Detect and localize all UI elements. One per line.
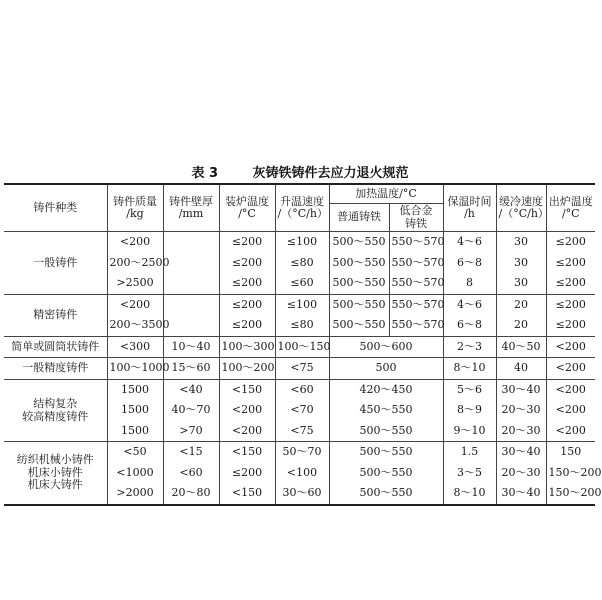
cell-ordinary-temp: 500～550: [329, 483, 443, 505]
cell-hold-time: 4～6: [443, 294, 496, 315]
cell-out-temp: ≤200: [546, 315, 595, 336]
cell-alloy-temp: 550～570: [389, 273, 443, 294]
cell-ordinary-temp: 500～550: [329, 442, 443, 463]
cell-heat-rate: 30～60: [275, 483, 329, 505]
cell-ordinary-temp: 420～450: [329, 379, 443, 400]
cell-cool-rate: 20～30: [496, 400, 546, 421]
cell-ordinary-temp: 450～550: [329, 400, 443, 421]
cell-wall: <15: [163, 442, 219, 463]
cell-ordinary-temp: 500～550: [329, 421, 443, 442]
cell-heat-rate: <75: [275, 358, 329, 380]
cell-load-temp: ≤200: [219, 294, 275, 315]
cell-heat-rate: 100～150: [275, 336, 329, 358]
cell-cool-rate: 40: [496, 358, 546, 380]
cell-wall: >70: [163, 421, 219, 442]
cell-wall: [163, 273, 219, 294]
cell-mass: 1500: [107, 421, 163, 442]
table-row: [4, 232, 595, 253]
header-type: 铸件种类: [4, 184, 107, 232]
cell-out-temp: ≤200: [546, 232, 595, 253]
cell-alloy-temp: 550～570: [389, 253, 443, 274]
cell-wall: 40～70: [163, 400, 219, 421]
cell-out-temp: <200: [546, 358, 595, 380]
table-row: [4, 358, 595, 380]
cell-alloy-temp: 550～570: [389, 232, 443, 253]
cell-hold-time: 8: [443, 273, 496, 294]
cell-hold-time: 8～10: [443, 358, 496, 380]
cell-out-temp: <200: [546, 400, 595, 421]
cell-out-temp: ≤200: [546, 273, 595, 294]
cell-cool-rate: 30: [496, 273, 546, 294]
cell-wall: 15～60: [163, 358, 219, 380]
cell-load-temp: 100～200: [219, 358, 275, 380]
cell-out-temp: ≤200: [546, 294, 595, 315]
cell-out-temp: <200: [546, 379, 595, 400]
cell-hold-time: 8～10: [443, 483, 496, 505]
cell-hold-time: 5～6: [443, 379, 496, 400]
cell-load-temp: ≤200: [219, 315, 275, 336]
cell-cool-rate: 30: [496, 232, 546, 253]
cell-load-temp: 100～300: [219, 336, 275, 358]
cell-ordinary-temp: 500～550: [329, 273, 389, 294]
cell-load-temp: <150: [219, 379, 275, 400]
cell-out-temp: ≤200: [546, 253, 595, 274]
cell-mass: <300: [107, 336, 163, 358]
cell-type: 一般精度铸件: [4, 358, 107, 380]
cell-heat-rate: <100: [275, 463, 329, 484]
header-wall: 铸件壁厚 /mm: [163, 184, 219, 232]
cell-wall: [163, 315, 219, 336]
cell-mass: 1500: [107, 400, 163, 421]
cell-alloy-temp: 550～570: [389, 315, 443, 336]
header-heat-rate: 升温速度 /（°C/h）: [275, 184, 329, 232]
table-number: 表 3: [191, 166, 219, 181]
cell-wall: <40: [163, 379, 219, 400]
cell-type: 纺织机械小铸件 机床小铸件 机床大铸件: [4, 442, 107, 505]
cell-load-temp: ≤200: [219, 273, 275, 294]
header-ordinary: 普通铸铁: [329, 204, 389, 232]
cell-wall: 20～80: [163, 483, 219, 505]
cell-alloy-temp: 550～570: [389, 294, 443, 315]
cell-heat-rate: <75: [275, 421, 329, 442]
cell-out-temp: <200: [546, 336, 595, 358]
cell-cool-rate: 30～40: [496, 379, 546, 400]
cell-ordinary-temp: 500: [329, 358, 443, 380]
header-cool-rate: 缓冷速度 /（°C/h）: [496, 184, 546, 232]
cell-load-temp: <150: [219, 483, 275, 505]
cell-heat-rate: <70: [275, 400, 329, 421]
cell-load-temp: ≤200: [219, 232, 275, 253]
table-row: [4, 379, 595, 400]
cell-mass: <200: [107, 232, 163, 253]
cell-mass: >2500: [107, 273, 163, 294]
cell-heat-rate: ≤60: [275, 273, 329, 294]
cell-heat-rate: ≤100: [275, 294, 329, 315]
table-row: [4, 294, 595, 315]
cell-heat-rate: ≤100: [275, 232, 329, 253]
header-load-temp: 装炉温度 /°C: [219, 184, 275, 232]
cell-wall: 10～40: [163, 336, 219, 358]
annealing-spec-table: [4, 183, 602, 506]
cell-ordinary-temp: 500～550: [329, 463, 443, 484]
cell-mass: <50: [107, 442, 163, 463]
cell-wall: [163, 232, 219, 253]
cell-ordinary-temp: 500～550: [329, 315, 389, 336]
cell-ordinary-temp: 500～550: [329, 253, 389, 274]
cell-ordinary-temp: 500～600: [329, 336, 443, 358]
cell-hold-time: 1.5: [443, 442, 496, 463]
cell-out-temp: 150～200: [546, 463, 595, 484]
cell-cool-rate: 20～30: [496, 421, 546, 442]
cell-load-temp: <200: [219, 421, 275, 442]
header-hold-time: 保温时间 /h: [443, 184, 496, 232]
cell-mass: 200～2500: [107, 253, 163, 274]
table-row: [4, 336, 595, 358]
cell-hold-time: 8～9: [443, 400, 496, 421]
table-caption: [0, 162, 600, 181]
cell-heat-rate: <60: [275, 379, 329, 400]
cell-cool-rate: 20: [496, 294, 546, 315]
cell-mass: 1500: [107, 379, 163, 400]
cell-cool-rate: 30～40: [496, 442, 546, 463]
cell-cool-rate: 30～40: [496, 483, 546, 505]
cell-mass: <1000: [107, 463, 163, 484]
cell-heat-rate: ≤80: [275, 253, 329, 274]
cell-load-temp: <200: [219, 400, 275, 421]
cell-load-temp: <150: [219, 442, 275, 463]
cell-cool-rate: 40～50: [496, 336, 546, 358]
cell-out-temp: <200: [546, 421, 595, 442]
cell-wall: [163, 253, 219, 274]
cell-mass: 100～1000: [107, 358, 163, 380]
cell-out-temp: 150: [546, 442, 595, 463]
cell-ordinary-temp: 500～550: [329, 294, 389, 315]
cell-mass: <200: [107, 294, 163, 315]
cell-hold-time: 9～10: [443, 421, 496, 442]
cell-heat-rate: ≤80: [275, 315, 329, 336]
header-heating-temp: 加热温度/°C: [329, 184, 443, 204]
cell-mass: 200～3500: [107, 315, 163, 336]
cell-type: 简单或圆筒状铸件: [4, 336, 107, 358]
cell-hold-time: 3～5: [443, 463, 496, 484]
cell-cool-rate: 20: [496, 315, 546, 336]
cell-hold-time: 2～3: [443, 336, 496, 358]
cell-cool-rate: 20～30: [496, 463, 546, 484]
cell-ordinary-temp: 500～550: [329, 232, 389, 253]
header-alloy: 低合金 铸铁: [389, 204, 443, 232]
header-out-temp: 出炉温度 /°C: [546, 184, 595, 232]
cell-heat-rate: 50～70: [275, 442, 329, 463]
cell-mass: >2000: [107, 483, 163, 505]
cell-out-temp: 150～200: [546, 483, 595, 505]
cell-hold-time: 6～8: [443, 315, 496, 336]
header-mass: 铸件质量 /kg: [107, 184, 163, 232]
table-row: [4, 442, 595, 463]
table-title: 灰铸铁铸件去应力退火规范: [252, 166, 409, 181]
cell-type: 结构复杂 较高精度铸件: [4, 379, 107, 442]
cell-cool-rate: 30: [496, 253, 546, 274]
cell-wall: [163, 294, 219, 315]
cell-wall: <60: [163, 463, 219, 484]
cell-hold-time: 4～6: [443, 232, 496, 253]
cell-hold-time: 6～8: [443, 253, 496, 274]
cell-type: 一般铸件: [4, 232, 107, 295]
cell-type: 精密铸件: [4, 294, 107, 336]
cell-load-temp: ≤200: [219, 463, 275, 484]
cell-load-temp: ≤200: [219, 253, 275, 274]
table-body: [4, 232, 602, 505]
